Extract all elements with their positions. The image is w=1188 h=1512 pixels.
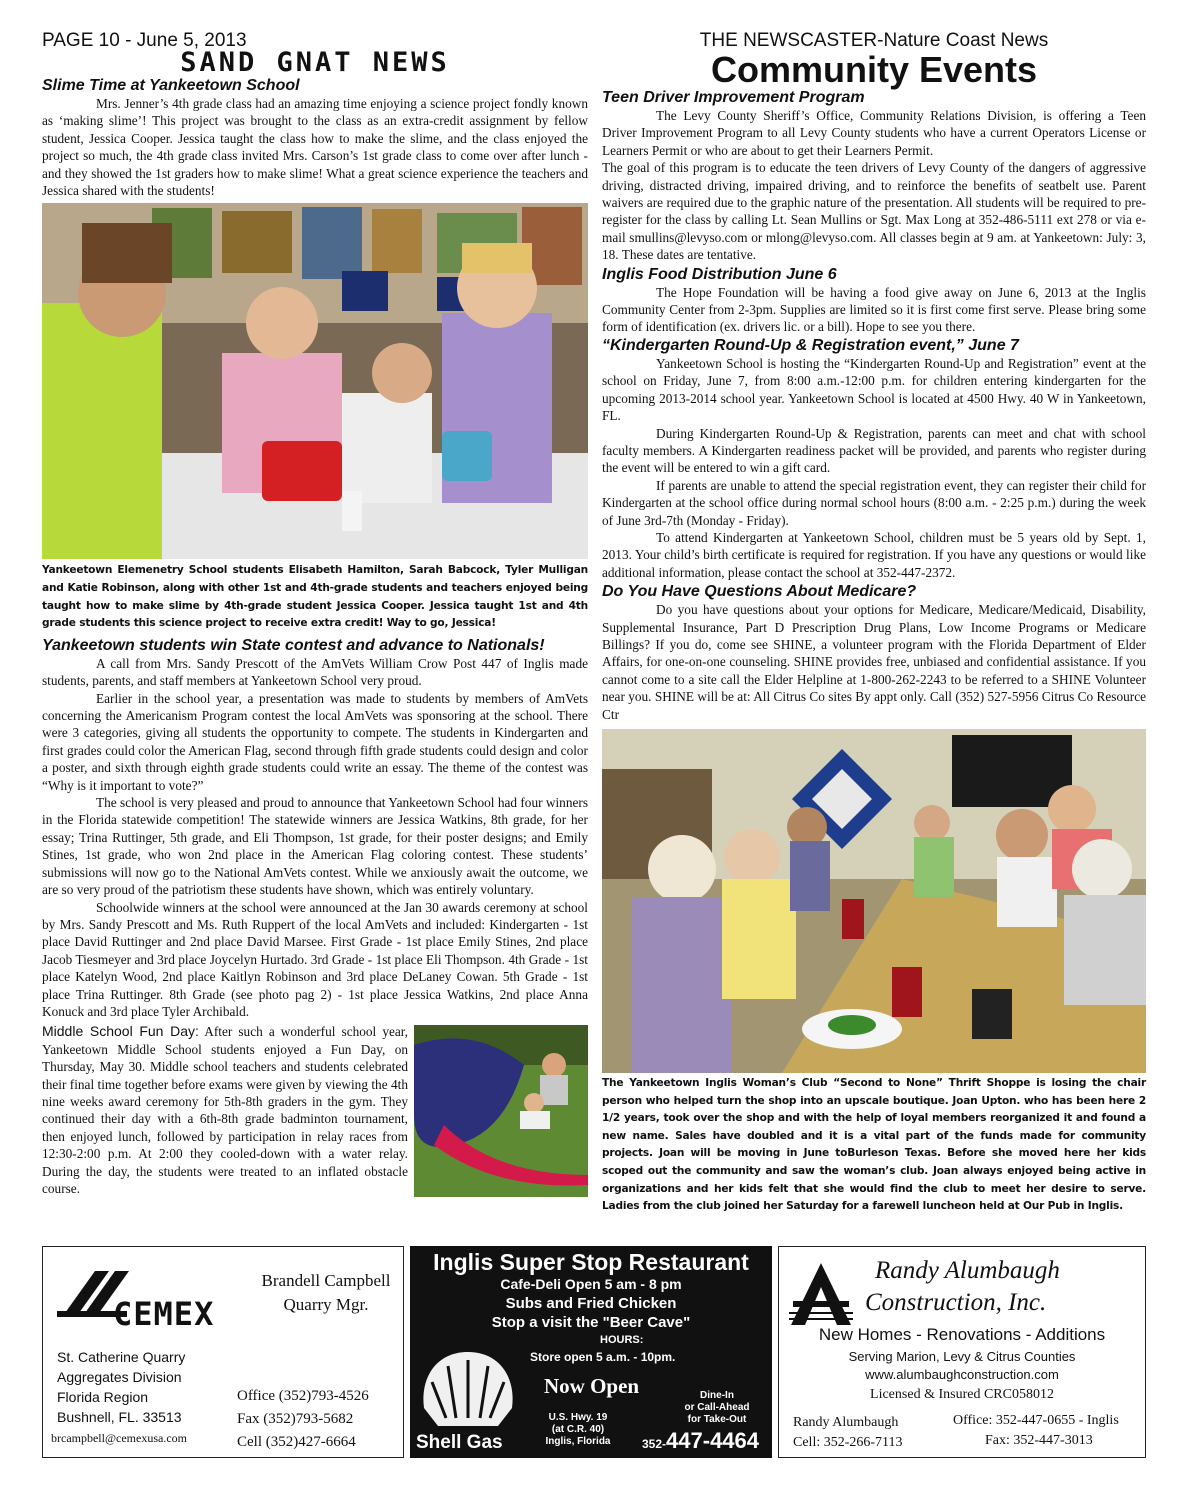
inglis-dine-3: for Take-Out: [687, 1414, 747, 1425]
inglis-phone: [642, 1428, 759, 1454]
inglis-hours: Store open 5 a.m. - 10pm.: [530, 1350, 676, 1364]
womans-club-photo: [602, 729, 1146, 1073]
fun-day-photo: [414, 1025, 588, 1197]
inglis-addr-3: Inglis, Florida: [545, 1436, 611, 1447]
state-p1: A call from Mrs. Sandy Prescott of the AmVets William Crow Post 447 of Inglis made students, parents, and staff members at Yankeetown School very proud.: [42, 655, 588, 689]
shell-shell-logo: [416, 1348, 520, 1432]
slime-caption: Yankeetown Elemenetry School students Elisabeth Hamilton, Sarah Babcock, Tyler Mulligan and Katie Robinson, along with other 1st and 4th-grade students and teachers enjoyed being taught how to make slime by 4th-grade student Jessica Cooper. Jessica taught 1st and 4th grade students this science project to receive extra credit! Way to go, Jessica!: [42, 564, 588, 630]
medicare-p1: Do you have questions about your options for Medicare, Medicare/Medicaid, Disability, Supplemental Insurance, Part D Prescription Drug Plans, Low Income Programs or Medicare Billings? If you do, come see SHINE, a volunteer program with the Florida Department of Elder Affairs, for one-on-one counseling. SHINE provides free, unbiased and confidential assistance. If you cannot come to a site call the Elder Helpline at 1-800-262-2243 to be referred to a SHINE Volunteer near you. SHINE will be at: All Citrus Co sites By appt only. Call (352) 527-5956 Citrus Co Resource Ctr: [602, 602, 1146, 722]
randy-alumbaugh-ad: [778, 1246, 1146, 1458]
fun-day-body: After such a wonderful school year, Yankeetown Middle School students enjoyed a Fun Day, on Thursday, May 30. Middle school teachers and students celebrated their final time together before exams were given by viewing the 4th nine weeks award ceremony for 5th-8th graders in the gym. They continued their day with a 6th-8th grade badminton tournament, then enjoyed lunch, followed by participation in relay races from 12:30-2:00 p.m. At 2:00 they cooled-down with a water relay. During the day, the students were treated to an inflated obstacle course.: [42, 1024, 408, 1196]
cemex-address: [57, 1347, 185, 1427]
randy-license: Licensed & Insured CRC058012: [870, 1387, 1054, 1402]
inglis-line-3: Stop a visit the "Beer Cave": [491, 1314, 691, 1331]
cemex-addr-4: Bushnell, FL. 33513: [57, 1409, 182, 1425]
inglis-now-open: Now Open: [544, 1374, 640, 1398]
inglis-super-stop-ad: [410, 1246, 772, 1458]
inglis-details: [410, 1275, 772, 1332]
cemex-logo-text: CEMEX: [113, 1295, 215, 1333]
cemex-email[interactable]: brcampbell@cemexusa.com: [51, 1431, 187, 1445]
food-heading: Inglis Food Distribution June 6: [602, 265, 837, 283]
state-heading: Yankeetown students win State contest and advance to Nationals!: [42, 636, 545, 654]
sand-gnat-masthead: SAND GNAT NEWS: [180, 47, 450, 78]
cemex-office: Office (352)793-4526: [237, 1388, 369, 1404]
teen-heading: Teen Driver Improvement Program: [602, 89, 865, 106]
randy-person: Randy Alumbaugh: [793, 1415, 899, 1430]
fun-day-text: [42, 1023, 408, 1197]
kinder-p3: If parents are unable to attend the special registration event, they can register their child for Kindergarten at the school office during normal school hours (8:00 a.m. - 2:25 p.m.) during the week of June 3rd-7th (Monday - Friday).: [602, 477, 1146, 528]
newscaster-line: THE NEWSCASTER-Nature Coast News: [699, 30, 1049, 51]
slime-heading: Slime Time at Yankeetown School: [42, 77, 300, 94]
inglis-phone-number: 447-4464: [666, 1428, 760, 1453]
inglis-addr-1: U.S. Hwy. 19: [548, 1412, 608, 1423]
state-p4: Schoolwide winners at the school were announced at the Jan 30 awards ceremony at school by Mrs. Sandy Prescott and Ms. Ruth Ruppert of the local AmVets and included: Kindergarten - 1st place David Ruttinger and 2nd place David Marsee. First Grade - 1st place Emily Stines, 2nd place Jacob Tiesmeyer and 3rd place Joycelyn Hurtado. 3rd Grade - 1st place Eli Thompson. 4th Grade - 1st place Katelyn Wood, 2nd place Kaitlyn Robinson and 3rd place DeLaney Cowan. 5th Grade - 1st place Trina Ruttinger. 8th Grade (see photo pag 2) - 1st place Jessica Watkins, 2nd place Anna Konuck and 3rd place Tyler Archibald.: [42, 899, 588, 1019]
randy-fax: Fax: 352-447-3013: [985, 1433, 1093, 1448]
cemex-ad: [42, 1246, 404, 1458]
state-p3: The school is very pleased and proud to announce that Yankeetown School had four winners in the Florida statewide competition! The statewide winners are Jessica Watkins, 8th grade, for her essay; Trina Ruttinger, 5th grade, and Eli Thompson, 1st grade, for their poster designs; and Emily Stines, 1st grade, who won 2nd place in the American Flag coloring contest. These students’ submissions will now go to the National AmVets contest. While we anxiously await the outcome, we are so very proud of the patriotism these students have shown, which was entirely voluntary.: [42, 795, 588, 898]
shell-icon: [416, 1348, 520, 1432]
teen-p1: The Levy County Sheriff’s Office, Community Relations Division, is offering a Teen Driver Improvement Program to all Levy County students who have a current Operators License or Learners Permit or who are about to get their Learners Permit.: [602, 108, 1146, 158]
right-column: [602, 30, 1146, 1216]
alumbaugh-logo: [789, 1261, 853, 1327]
inglis-dine: [672, 1390, 762, 1426]
cemex-fax: Fax (352)793-5682: [237, 1411, 354, 1427]
randy-name-1: Randy Alumbaugh: [875, 1257, 1060, 1284]
cemex-addr-3: Florida Region: [57, 1389, 149, 1405]
cemex-logo: [57, 1265, 231, 1335]
randy-name-2: Construction, Inc.: [865, 1289, 1047, 1316]
inglis-addr-2: (at C.R. 40): [551, 1424, 605, 1435]
cemex-addr-1: St. Catherine Quarry: [57, 1349, 186, 1365]
randy-website[interactable]: www.alumbaughconstruction.com: [865, 1367, 1059, 1382]
inglis-line-1: Cafe-Deli Open 5 am - 8 pm: [500, 1276, 682, 1292]
teen-p2: The goal of this program is to educate the teen drivers of Levy County of the dangers of aggressive driving, distracted driving, impaired driving, and to reinforce the benefits of seatbelt use. Parent waivers are required due to the graphic nature of the presentation. All students will be required to pre-register for the class by calling Lt. Sean Mullins or Sgt. Max Long at 352-486-5111 ext 278 or via e-mail smullins@levyso.com or mlong@levyso.com. All classes begin at 9 am. at Yankeetown: July: 3, 18. These dates are tentative.: [602, 160, 1146, 263]
randy-serving: Serving Marion, Levy & Citrus Counties: [848, 1349, 1076, 1364]
womans-club-caption: The Yankeetown Inglis Woman’s Club “Second to None” Thrift Shoppe is losing the chair person who helped turn the shop into an upscale boutique. Joan Upton. who has been here 2 1/2 years, took over the shop and with the help of loyal members reorganized it and found a new name. Sales have doubled and it is a vital part of the funds made for community projects. Joan will be moving in June toBurleson Texas. Before she moved here her kids scoped out the community and saw the woman’s club. Joan always enjoyed being active in organizations and her kids felt that she would find the club to meet her desire to serve. Ladies from the club joined her Saturday for a farewell luncheon held at Our Pub in Inglis.: [602, 1077, 1146, 1213]
kinder-p1: Yankeetown School is hosting the “Kindergarten Round-Up and Registration” event at the school on Friday, June 7, from 8:00 a.m.-12:00 p.m. for children entering kindergarten for the upcoming 2013-2014 school year. Yankeetown School is located at 4500 Hwy. 40 W in Yankeetown, FL.: [602, 355, 1146, 424]
kinder-p2: During Kindergarten Round-Up & Registration, parents can meet and chat with school faculty members. A Kindergarten readiness packet will be provided, and parents who register during the event will be entered to win a gift card.: [602, 425, 1146, 476]
state-p2: Earlier in the school year, a presentation was made to students by members of AmVets concerning the Americanism Program contest the local AmVets was sponsoring at the school. There were 3 categories, giving all students the opportunity to compete. The students in Kindergarten and first grades could color the American Flag, second through fifth grade students could design and color a poster, and sixth through eighth grade students could write an essay. The theme of the contest was “Why is it important to vote?”: [42, 690, 588, 793]
inglis-line-2: Subs and Fried Chicken: [505, 1295, 677, 1312]
left-column: [42, 30, 588, 1199]
cemex-title: Quarry Mgr.: [283, 1295, 369, 1314]
inglis-dine-1: Dine-In: [700, 1390, 734, 1401]
letter-a-logo-icon: [789, 1261, 853, 1327]
inglis-dine-2: or Call-Ahead: [684, 1402, 750, 1413]
randy-services: New Homes - Renovations - Additions: [818, 1325, 1106, 1344]
kinder-heading: “Kindergarten Round-Up & Registration event,” June 7: [602, 336, 1019, 354]
inglis-title: Inglis Super Stop Restaurant: [433, 1249, 749, 1275]
randy-office: Office: 352-447-0655 - Inglis: [953, 1413, 1119, 1428]
community-events-masthead: Community Events: [710, 49, 1038, 90]
slime-body: Mrs. Jenner’s 4th grade class had an amazing time enjoying a science project fondly known as ‘making slime’! This project was brought to the class as an extra-credit assignment by fellow student, Jessica Cooper. Jessica taught the class how to make the slime, and the class enjoyed the project so much, the 4th grade class invited Mrs. Carson’s 1st grade class to come over after lunch - and they showed the 1st graders how to make slime! What a great science experience the teachers and Jessica shared with the students!: [42, 96, 588, 199]
fun-day-block: [42, 1023, 588, 1199]
cemex-cell: Cell (352)427-6664: [237, 1434, 356, 1450]
slime-photo: [42, 203, 588, 559]
food-p1: The Hope Foundation will be having a food give away on June 6, 2013 at the Inglis Community Center from 2-3pm. Supplies are limited so it is first come first serve. Please bring some form of identification (ex. drivers lic. or a bill). Hope to see you there.: [602, 284, 1146, 335]
cemex-addr-2: Aggregates Division: [57, 1369, 182, 1385]
inglis-address: [530, 1412, 626, 1448]
kinder-p4: To attend Kindergarten at Yankeetown School, children must be 5 years old by Sept. 1, 2013. Your child’s birth certificate is required for registration. If you have any questions or would like additional information, please contact the school at 352-447-2372.: [602, 529, 1146, 580]
shell-gas-label: Shell Gas: [416, 1432, 503, 1453]
randy-cell: Cell: 352-266-7113: [793, 1435, 903, 1450]
fun-day-lead: Middle School Fun Day:: [42, 1023, 199, 1040]
inglis-hours-label: HOURS:: [600, 1334, 644, 1346]
medicare-heading: Do You Have Questions About Medicare?: [602, 583, 917, 601]
cemex-name: Brandell Campbell: [261, 1271, 391, 1290]
cemex-phones: [237, 1385, 369, 1454]
inglis-phone-prefix: 352-: [642, 1437, 667, 1451]
page-number-line: PAGE 10 - June 5, 2013: [42, 30, 247, 51]
